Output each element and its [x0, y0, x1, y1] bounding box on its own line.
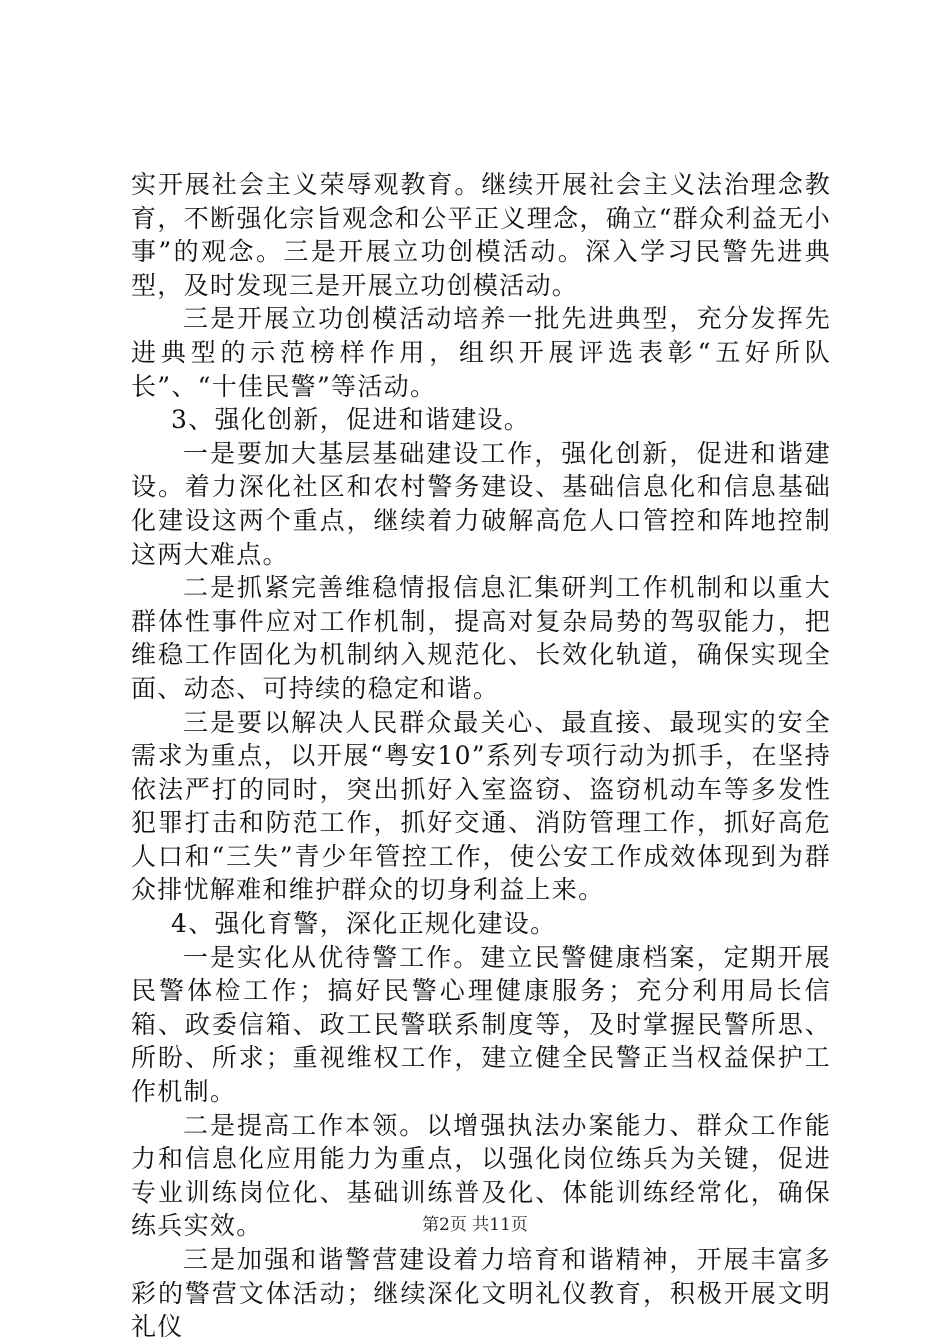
section-heading-4: 4、强化育警，深化正规化建设。 [171, 909, 557, 939]
paragraph-security-needs: 三是要以解决人民群众最关心、最直接、最现实的安全需求为重点，以开展“粤安10”系列专项行动为抓手，在坚持依法严打的同时，突出抓好入室盗窃、盗窃机动车等多发性犯罪打击和防范工作，抓好交通、消防管理工作，抓好高危人口和“三失”青少年管控工作，使公安工作成效体现到为群众排忧解难和维护群众的切身利益上来。 [131, 707, 831, 905]
paragraph-grassroots: 一是要加大基层基础建设工作，强化创新，促进和谐建设。着力深化社区和农村警务建设、基础信息化和信息基础化建设这两个重点，继续着力破解高危人口管控和阵地控制这两大难点。 [131, 438, 831, 569]
document-body [131, 168, 831, 1344]
paragraph-police-welfare: 一是实化从优待警工作。建立民警健康档案，定期开展民警体检工作；搞好民警心理健康服务；充分利用局长信箱、政委信箱、政工民警联系制度等，及时掌握民警所思、所盼、所求；重视维权工作，建立健全民警正当权益保护工作机制。 [131, 942, 831, 1107]
paragraph-stability: 二是抓紧完善维稳情报信息汇集研判工作机制和以重大群体性事件应对工作机制，提高对复杂局势的驾驭能力，把维稳工作固化为机制纳入规范化、长效化轨道，确保实现全面、动态、可持续的稳定和谐。 [131, 573, 831, 703]
paragraph-harmony-camp: 三是加强和谐警营建设着力培育和谐精神，开展丰富多彩的警营文体活动；继续深化文明礼仪教育，积极开展文明礼仪 [131, 1245, 831, 1342]
section-heading-3: 3、强化创新，促进和谐建设。 [171, 405, 531, 435]
page-footer: 第2页 共11页 [422, 1215, 528, 1235]
paragraph-continuation: 实开展社会主义荣辱观教育。继续开展社会主义法治理念教育，不断强化宗旨观念和公平正义理念，确立“群众利益无小事”的观念。三是开展立功创模活动。深入学习民警先进典型，及时发现三是开展立功创模活动。 [131, 170, 831, 300]
paragraph-work-skills: 二是提高工作本领。以增强执法办案能力、群众工作能力和信息化应用能力为重点，以强化岗位练兵为关键，促进专业训练岗位化、基础训练普及化、体能训练经常化，确保练兵实效。 [131, 1110, 831, 1241]
paragraph-model-activity: 三是开展立功创模活动培养一批先进典型，充分发挥先进典型的示范榜样作用，组织开展评选表彰“五好所队长”、“十佳民警”等活动。 [131, 304, 831, 401]
